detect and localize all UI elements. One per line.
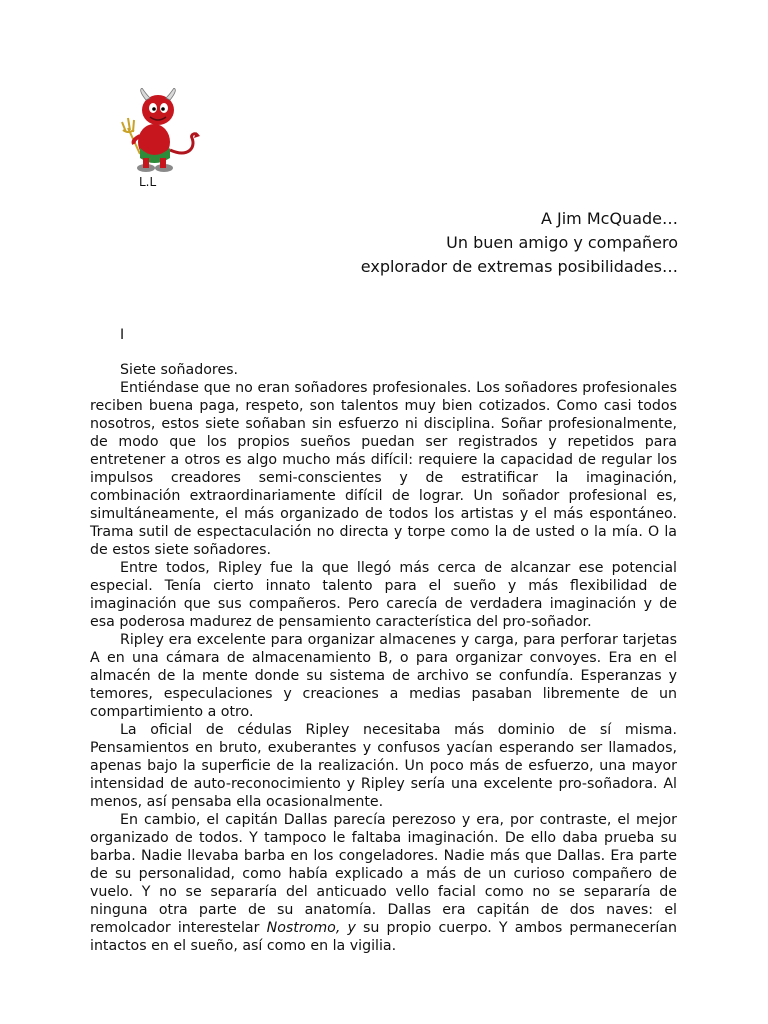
dedication-line: Un buen amigo y compañero: [446, 233, 678, 252]
paragraph-text: su propio cuerpo. Y ambos permanecerían intactos en el sueño, así como en la vigilia.: [90, 920, 677, 954]
paragraph: La oficial de cédulas Ripley necesitaba más dominio de sí misma. Pensamientos en bruto, exuberantes y confusos yacían esperando ser llamados, apenas bajo la superficie de la realización. Un poco más de esfuerzo, una mayor intensidad de auto-reconocimiento y Ripley sería una excelente pro-soñadora. Al menos, así pensaba ella ocasionalmente.: [90, 722, 677, 810]
paragraph-text: En cambio, el capitán Dallas parecía perezoso y era, por contraste, el mejor organizado de todos. Y tampoco le faltaba imaginación. De ello daba prueba su barba. Nadie llevaba barba en los congeladores. Nadie más que Dallas. Era parte de su personalidad, como había explicado a más de un curioso compañero de vuelo. Y no se separaría del anticuado vello facial como no se separaría de ninguna otra parte de su anatomía. Dallas era capitán de dos naves: el remolcador interestelar: [90, 812, 677, 936]
ship-name: Nostromo, y: [266, 920, 356, 936]
dedication: [158, 207, 678, 279]
paragraph: [90, 811, 677, 955]
logo-caption: L.L: [139, 175, 157, 189]
paragraph: Entiéndase que no eran soñadores profesionales. Los soñadores profesionales reciben buena paga, respeto, son talentos muy bien cotizados. Como casi todos nosotros, estos siete soñaban sin esfuerzo ni disciplina. Soñar profesionalmente, de modo que los propios sueños puedan ser registrados y repetidos para entretener a otros es algo mucho más difícil: requiere la capacidad de regular los impulsos creadores semi-conscientes y de estratificar la imaginación, combinación extraordinariamente difícil de lograr. Un soñador profesional es, simultáneamente, el más organizado de todos los artistas y el más espontáneo. Trama sutil de espectaculación no directa y torpe como la de usted o la mía. O la de estos siete soñadores.: [90, 380, 677, 558]
paragraph: Entre todos, Ripley fue la que llegó más cerca de alcanzar ese potencial especial. Tenía cierto innato talento para el sueño y más flexibilidad de imaginación que sus compañeros. Pero carecía de verdadera imaginación y de esa poderosa madurez de pensamiento característica del pro-soñador.: [90, 560, 677, 630]
dedication-line: explorador de extremas posibilidades…: [360, 257, 678, 276]
paragraph: Siete soñadores.: [120, 362, 239, 378]
chapter-number: I: [120, 327, 125, 343]
paragraph: Ripley era excelente para organizar almacenes y carga, para perforar tarjetas A en una cámara de almacenamiento B, o para organizar convoyes. Era en el almacén de la mente donde su sistema de archivo se confundía. Esperanzas y temores, especulaciones y creaciones a medias pasaban libremente de un compartimiento a otro.: [90, 632, 677, 720]
body-text: [90, 361, 677, 955]
dedication-line: A Jim McQuade…: [540, 209, 678, 228]
daemon-mascot-icon: [118, 88, 200, 174]
